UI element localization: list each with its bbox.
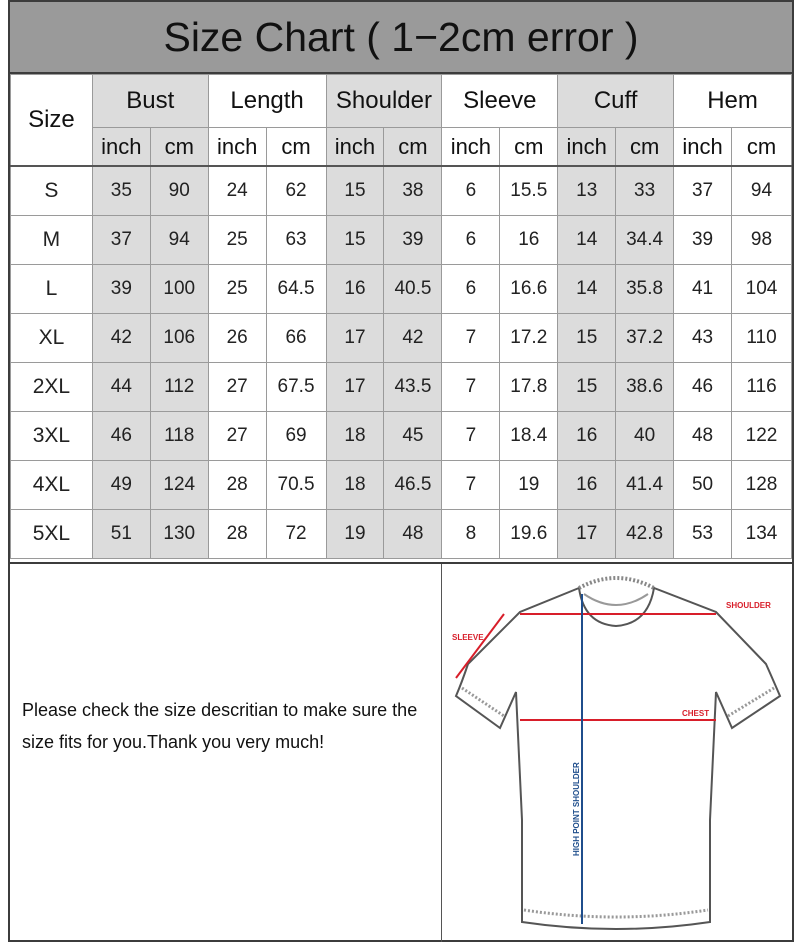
collar-stitch (579, 578, 654, 588)
table-cell: 18 (326, 461, 384, 510)
table-cell: 67.5 (266, 363, 326, 412)
table-cell: 38 (384, 166, 442, 216)
table-cell: 37.2 (616, 314, 674, 363)
table-cell: 48 (384, 510, 442, 559)
table-row (11, 314, 792, 363)
table-cell: 44 (92, 363, 150, 412)
length-label: HIGH POINT SHOULDER (572, 762, 581, 856)
unit-header: inch (558, 128, 616, 167)
table-cell: 17 (326, 363, 384, 412)
size-note: Please check the size descritian to make sure the size fits for you.Thank you very much! (22, 700, 418, 752)
table-cell: 19 (500, 461, 558, 510)
table-cell: 116 (731, 363, 791, 412)
unit-header: cm (731, 128, 791, 167)
table-cell: 42 (92, 314, 150, 363)
table-cell: 34.4 (616, 216, 674, 265)
table-cell: 7 (442, 314, 500, 363)
table-cell: 17 (558, 510, 616, 559)
table-cell: 134 (731, 510, 791, 559)
table-cell: 15 (326, 166, 384, 216)
sleeve-label: SLEEVE (452, 633, 484, 642)
table-cell: 69 (266, 412, 326, 461)
table-cell: 122 (731, 412, 791, 461)
table-cell: 104 (731, 265, 791, 314)
table-row (11, 216, 792, 265)
table-cell: 51 (92, 510, 150, 559)
table-cell: 112 (150, 363, 208, 412)
group-header-3: Sleeve (442, 75, 558, 128)
table-cell: 106 (150, 314, 208, 363)
unit-header: cm (616, 128, 674, 167)
chest-label: CHEST (682, 709, 710, 718)
table-cell: 27 (208, 412, 266, 461)
table-cell: 17.8 (500, 363, 558, 412)
size-cell: 3XL (11, 412, 93, 461)
group-header-2: Shoulder (326, 75, 442, 128)
table-cell: 43 (674, 314, 732, 363)
bottom-section (10, 562, 792, 942)
size-cell: L (11, 265, 93, 314)
table-cell: 16 (558, 412, 616, 461)
table-cell: 16.6 (500, 265, 558, 314)
table-cell: 94 (731, 166, 791, 216)
table-cell: 25 (208, 265, 266, 314)
table-cell: 98 (731, 216, 791, 265)
unit-header: cm (384, 128, 442, 167)
table-cell: 38.6 (616, 363, 674, 412)
table-cell: 63 (266, 216, 326, 265)
table-cell: 37 (92, 216, 150, 265)
table-cell: 39 (674, 216, 732, 265)
table-cell: 16 (558, 461, 616, 510)
tshirt-diagram-svg (444, 564, 792, 942)
size-cell: XL (11, 314, 93, 363)
unit-header: inch (326, 128, 384, 167)
table-cell: 49 (92, 461, 150, 510)
table-cell: 6 (442, 216, 500, 265)
table-cell: 6 (442, 166, 500, 216)
table-cell: 14 (558, 265, 616, 314)
unit-header: inch (674, 128, 732, 167)
size-chart-frame (8, 0, 794, 942)
note-box (10, 564, 442, 942)
table-cell: 53 (674, 510, 732, 559)
size-table (10, 74, 792, 559)
group-header-0: Bust (92, 75, 208, 128)
table-cell: 15 (558, 363, 616, 412)
table-cell: 15 (326, 216, 384, 265)
table-cell: 37 (674, 166, 732, 216)
table-cell: 124 (150, 461, 208, 510)
group-header-4: Cuff (558, 75, 674, 128)
table-cell: 13 (558, 166, 616, 216)
table-cell: 43.5 (384, 363, 442, 412)
table-cell: 42.8 (616, 510, 674, 559)
table-row (11, 166, 792, 216)
table-cell: 41.4 (616, 461, 674, 510)
size-cell: 2XL (11, 363, 93, 412)
size-cell: S (11, 166, 93, 216)
table-cell: 14 (558, 216, 616, 265)
tshirt-outline (456, 588, 780, 929)
table-row (11, 412, 792, 461)
table-cell: 42 (384, 314, 442, 363)
table-cell: 128 (731, 461, 791, 510)
table-cell: 19.6 (500, 510, 558, 559)
table-cell: 27 (208, 363, 266, 412)
unit-header: inch (92, 128, 150, 167)
header-row (11, 75, 792, 128)
table-cell: 28 (208, 510, 266, 559)
table-cell: 100 (150, 265, 208, 314)
table-cell: 33 (616, 166, 674, 216)
size-table-body (11, 75, 792, 559)
unit-row (11, 128, 792, 167)
table-cell: 7 (442, 363, 500, 412)
table-cell: 15.5 (500, 166, 558, 216)
group-header-5: Hem (674, 75, 792, 128)
table-cell: 46.5 (384, 461, 442, 510)
table-cell: 39 (92, 265, 150, 314)
table-cell: 64.5 (266, 265, 326, 314)
table-cell: 16 (326, 265, 384, 314)
table-cell: 24 (208, 166, 266, 216)
unit-header: inch (208, 128, 266, 167)
table-row (11, 510, 792, 559)
table-cell: 18 (326, 412, 384, 461)
unit-header: cm (266, 128, 326, 167)
table-cell: 62 (266, 166, 326, 216)
table-cell: 7 (442, 461, 500, 510)
table-cell: 50 (674, 461, 732, 510)
table-cell: 19 (326, 510, 384, 559)
table-cell: 72 (266, 510, 326, 559)
table-cell: 118 (150, 412, 208, 461)
table-cell: 39 (384, 216, 442, 265)
collar-inner (584, 594, 648, 605)
table-cell: 8 (442, 510, 500, 559)
table-row (11, 265, 792, 314)
table-cell: 46 (92, 412, 150, 461)
table-cell: 25 (208, 216, 266, 265)
table-cell: 130 (150, 510, 208, 559)
table-cell: 46 (674, 363, 732, 412)
table-cell: 48 (674, 412, 732, 461)
size-cell: 4XL (11, 461, 93, 510)
table-cell: 40 (616, 412, 674, 461)
table-cell: 15 (558, 314, 616, 363)
table-cell: 40.5 (384, 265, 442, 314)
size-chart-title: Size Chart ( 1−2cm error ) (10, 2, 792, 74)
table-row (11, 363, 792, 412)
table-cell: 18.4 (500, 412, 558, 461)
size-cell: M (11, 216, 93, 265)
size-cell: 5XL (11, 510, 93, 559)
unit-header: cm (500, 128, 558, 167)
table-cell: 17 (326, 314, 384, 363)
table-cell: 7 (442, 412, 500, 461)
table-cell: 28 (208, 461, 266, 510)
table-cell: 110 (731, 314, 791, 363)
table-cell: 17.2 (500, 314, 558, 363)
unit-header: inch (442, 128, 500, 167)
table-cell: 16 (500, 216, 558, 265)
table-cell: 6 (442, 265, 500, 314)
table-cell: 41 (674, 265, 732, 314)
table-cell: 35.8 (616, 265, 674, 314)
table-cell: 94 (150, 216, 208, 265)
table-cell: 45 (384, 412, 442, 461)
size-column-header: Size (11, 75, 93, 167)
shoulder-label: SHOULDER (726, 601, 771, 610)
table-cell: 66 (266, 314, 326, 363)
table-cell: 26 (208, 314, 266, 363)
table-cell: 70.5 (266, 461, 326, 510)
table-cell: 90 (150, 166, 208, 216)
tshirt-measurement-diagram (444, 564, 792, 942)
unit-header: cm (150, 128, 208, 167)
table-cell: 35 (92, 166, 150, 216)
group-header-1: Length (208, 75, 326, 128)
table-row (11, 461, 792, 510)
